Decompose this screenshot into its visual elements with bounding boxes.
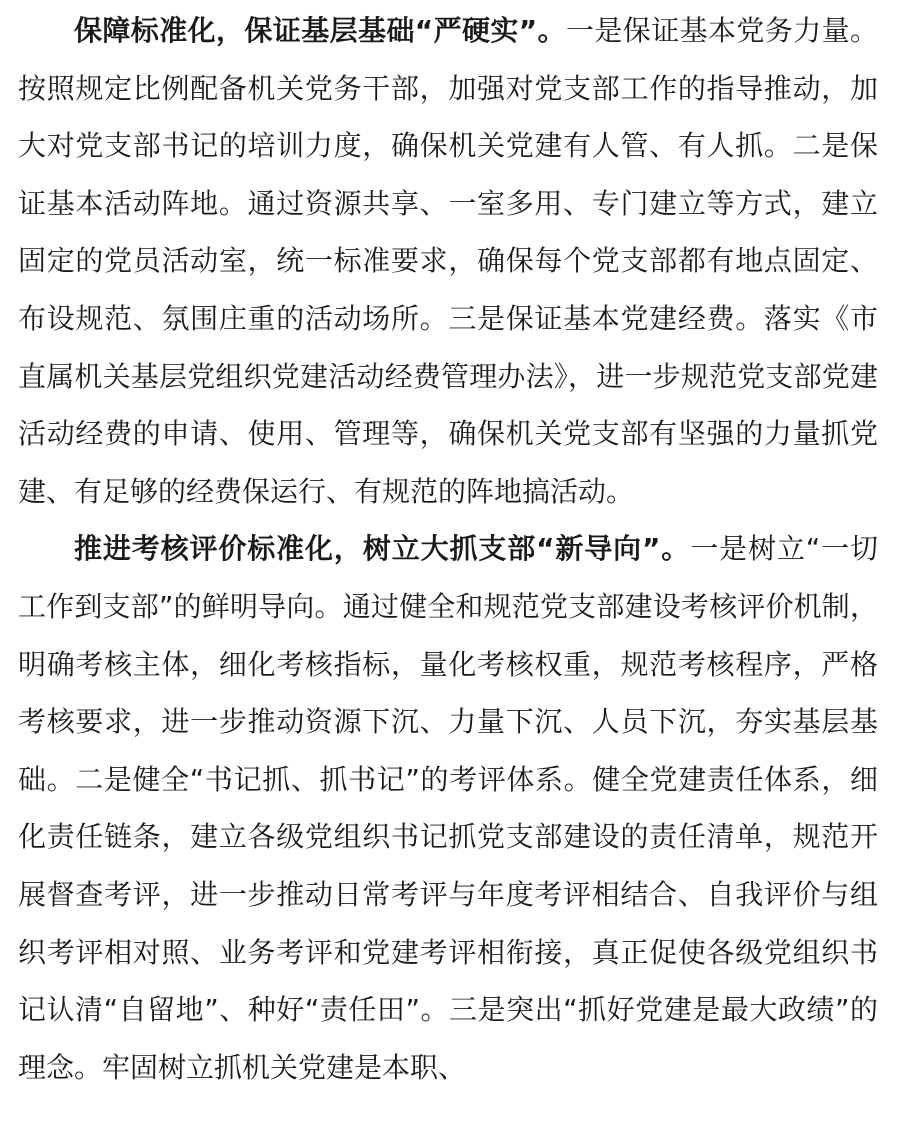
paragraph-heading: 保障标准化，保证基层基础“严硬实”。 (74, 14, 566, 47)
paragraph-body: 一是树立“一切工作到支部”的鲜明导向。通过健全和规范党支部建设考核评价机制，明确考核主体，细化考核指标，量化考核权重，规范考核程序，严格考核要求，进一步推动资源下沉、力量下沉、人员下沉，夯实基层基础。二是健全“书记抓、抓书记”的考评体系。健全党建责任体系，细化责任链条，建立各级党组织书记抓党支部建设的责任清单，规范开展督查考评，进一步推动日常考评与年度考评相结合、自我评价与组织考评相对照、业务考评和党建考评相衔接，真正促使各级党组织书记认清“自留地”、种好“责任田”。三是突出“抓好党建是最大政绩”的理念。牢固树立抓机关党建是本职、 (18, 532, 878, 1084)
paragraph-body: 一是保证基本党务力量。按照规定比例配备机关党务干部，加强对党支部工作的指导推动，加大对党支部书记的培训力度，确保机关党建有人管、有人抓。二是保证基本活动阵地。通过资源共享、一室多用、专门建立等方式，建立固定的党员活动室，统一标准要求，确保每个党支部都有地点固定、布设规范、氛围庄重的活动场所。三是保证基本党建经费。落实《市直属机关基层党组织党建活动经费管理办法》，进一步规范党支部党建活动经费的申请、使用、管理等，确保机关党支部有坚强的力量抓党建、有足够的经费保运行、有规范的阵地搞活动。 (18, 14, 878, 508)
paragraph-assessment (18, 520, 878, 1096)
paragraph-standardization (18, 2, 878, 520)
paragraph-heading: 推进考核评价标准化，树立大抓支部“新导向”。 (74, 532, 691, 566)
document-page (18, 2, 878, 1096)
